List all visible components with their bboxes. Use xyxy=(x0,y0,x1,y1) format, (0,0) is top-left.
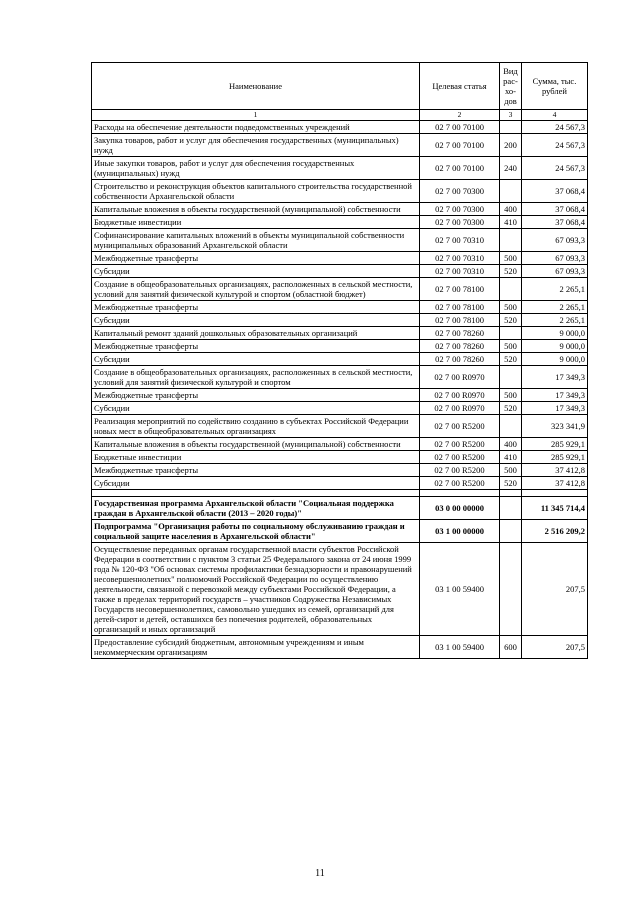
subprogram-row xyxy=(92,520,588,543)
row-name: Осуществление переданных органам государственной власти субъектов Российской Федерации в соответствии с пунктом 3 статьи 25 Федерального закона от 24 июня 1999 года № 120-ФЗ "Об основах системы профилактики безнадзорности и правонарушений несовершеннолетних" полномочий Российской Федерации по осуществлению деятельности, связанной с перевозкой между субъектами Российской Федерации, а также в пределах территорий государств – участников Содружества Независимых Государств несовершеннолетних, самовольно ушедших из семей, организаций для детей-сирот и детей, оставшихся без попечения родителей, образовательных организаций и иных организаций xyxy=(92,543,420,636)
row-code: 02 7 00 R5200 xyxy=(420,464,500,477)
row-sum: 9 000,0 xyxy=(522,340,588,353)
table-row xyxy=(92,451,588,464)
table-row xyxy=(92,180,588,203)
row-sum: 37 068,4 xyxy=(522,203,588,216)
row-sum: 67 093,3 xyxy=(522,265,588,278)
row-name: Иные закупки товаров, работ и услуг для обеспечения государственных (муниципальных) нужд xyxy=(92,157,420,180)
row-sum: 37 068,4 xyxy=(522,180,588,203)
row-name: Государственная программа Архангельской области "Социальная поддержка граждан в Архангельской области (2013 – 2020 годы)" xyxy=(92,497,420,520)
row-name: Софинансирование капитальных вложений в объекты муниципальной собственности муниципальных образований Архангельской области xyxy=(92,229,420,252)
table-row xyxy=(92,543,588,636)
table-row xyxy=(92,415,588,438)
table-body-part-1 xyxy=(92,121,588,490)
row-sum: 11 345 714,4 xyxy=(522,497,588,520)
row-name: Бюджетные инвестиции xyxy=(92,216,420,229)
row-name: Строительство и реконструкция объектов капитального строительства государственной собственности Архангельской области xyxy=(92,180,420,203)
table-row xyxy=(92,203,588,216)
row-type xyxy=(500,366,522,389)
row-type xyxy=(500,520,522,543)
row-sum: 24 567,3 xyxy=(522,157,588,180)
table-header-row xyxy=(92,63,588,110)
row-code: 02 7 00 70100 xyxy=(420,134,500,157)
column-number: 1 xyxy=(92,110,420,121)
row-sum: 17 349,3 xyxy=(522,389,588,402)
row-code: 02 7 00 70100 xyxy=(420,121,500,134)
row-sum: 17 349,3 xyxy=(522,366,588,389)
row-code: 02 7 00 78100 xyxy=(420,301,500,314)
blank-row xyxy=(92,490,588,497)
row-name: Субсидии xyxy=(92,353,420,366)
row-code: 02 7 00 R5200 xyxy=(420,451,500,464)
row-code: 02 7 00 R5200 xyxy=(420,477,500,490)
row-type xyxy=(500,180,522,203)
page-number: 11 xyxy=(315,868,325,879)
row-sum: 9 000,0 xyxy=(522,353,588,366)
row-sum: 67 093,3 xyxy=(522,229,588,252)
budget-table-container xyxy=(91,62,587,659)
row-sum: 24 567,3 xyxy=(522,121,588,134)
row-sum: 2 516 209,2 xyxy=(522,520,588,543)
row-sum: 2 265,1 xyxy=(522,278,588,301)
column-number: 2 xyxy=(420,110,500,121)
row-name: Межбюджетные трансферты xyxy=(92,301,420,314)
row-type: 240 xyxy=(500,157,522,180)
row-sum: 285 929,1 xyxy=(522,438,588,451)
row-code: 02 7 00 R5200 xyxy=(420,438,500,451)
table-row xyxy=(92,252,588,265)
header-name: Наименование xyxy=(92,63,420,110)
row-sum: 24 567,3 xyxy=(522,134,588,157)
table-row xyxy=(92,366,588,389)
row-code: 03 1 00 00000 xyxy=(420,520,500,543)
row-type xyxy=(500,543,522,636)
row-code: 02 7 00 78260 xyxy=(420,353,500,366)
row-sum: 37 412,8 xyxy=(522,477,588,490)
row-sum: 207,5 xyxy=(522,636,588,659)
row-sum: 67 093,3 xyxy=(522,252,588,265)
column-number-row xyxy=(92,110,588,121)
row-code: 02 7 00 70310 xyxy=(420,229,500,252)
table-row xyxy=(92,278,588,301)
row-name: Субсидии xyxy=(92,477,420,490)
table-row xyxy=(92,353,588,366)
table-row xyxy=(92,464,588,477)
row-code: 02 7 00 R0970 xyxy=(420,402,500,415)
table-row xyxy=(92,229,588,252)
row-code: 03 1 00 59400 xyxy=(420,636,500,659)
row-type: 500 xyxy=(500,301,522,314)
row-code: 02 7 00 70300 xyxy=(420,203,500,216)
budget-table xyxy=(91,62,588,659)
row-code: 03 0 00 00000 xyxy=(420,497,500,520)
row-name: Расходы на обеспечение деятельности подведомственных учреждений xyxy=(92,121,420,134)
table-body-program xyxy=(92,497,588,543)
row-name: Субсидии xyxy=(92,314,420,327)
row-type: 520 xyxy=(500,402,522,415)
row-name: Субсидии xyxy=(92,402,420,415)
row-code: 02 7 00 78260 xyxy=(420,327,500,340)
row-sum: 9 000,0 xyxy=(522,327,588,340)
row-type xyxy=(500,327,522,340)
row-type: 200 xyxy=(500,134,522,157)
row-code: 02 7 00 70100 xyxy=(420,157,500,180)
table-row xyxy=(92,301,588,314)
row-code: 02 7 00 70300 xyxy=(420,216,500,229)
row-name: Реализация мероприятий по содействию созданию в субъектах Российской Федерации новых мест в общеобразовательных организациях xyxy=(92,415,420,438)
row-type: 600 xyxy=(500,636,522,659)
row-code: 02 7 00 R0970 xyxy=(420,389,500,402)
row-sum: 37 068,4 xyxy=(522,216,588,229)
row-sum: 2 265,1 xyxy=(522,314,588,327)
row-sum: 207,5 xyxy=(522,543,588,636)
row-code: 02 7 00 70310 xyxy=(420,252,500,265)
row-type: 500 xyxy=(500,340,522,353)
table-row xyxy=(92,314,588,327)
row-name: Субсидии xyxy=(92,265,420,278)
row-name: Закупка товаров, работ и услуг для обеспечения государственных (муниципальных) нужд xyxy=(92,134,420,157)
row-sum: 285 929,1 xyxy=(522,451,588,464)
row-type xyxy=(500,497,522,520)
header-sum: Сумма, тыс. рублей xyxy=(522,63,588,110)
row-sum: 323 341,9 xyxy=(522,415,588,438)
row-sum: 2 265,1 xyxy=(522,301,588,314)
row-name: Подпрограмма "Организация работы по социальному обслуживанию граждан и социальной защите населения в Архангельской области" xyxy=(92,520,420,543)
row-name: Межбюджетные трансферты xyxy=(92,389,420,402)
row-type xyxy=(500,229,522,252)
table-row xyxy=(92,402,588,415)
row-type xyxy=(500,121,522,134)
row-name: Капитальные вложения в объекты государственной (муниципальной) собственности xyxy=(92,438,420,451)
row-name: Межбюджетные трансферты xyxy=(92,340,420,353)
row-type xyxy=(500,278,522,301)
row-name: Капитальные вложения в объекты государственной (муниципальной) собственности xyxy=(92,203,420,216)
row-type: 500 xyxy=(500,389,522,402)
row-type: 500 xyxy=(500,252,522,265)
row-type: 410 xyxy=(500,216,522,229)
row-name: Создание в общеобразовательных организациях, расположенных в сельской местности, условий для занятий физической культурой и спортом xyxy=(92,366,420,389)
row-sum: 37 412,8 xyxy=(522,464,588,477)
row-name: Межбюджетные трансферты xyxy=(92,464,420,477)
row-type: 400 xyxy=(500,203,522,216)
table-row xyxy=(92,121,588,134)
table-row xyxy=(92,477,588,490)
table-row xyxy=(92,636,588,659)
table-row xyxy=(92,327,588,340)
row-type: 520 xyxy=(500,353,522,366)
row-name: Бюджетные инвестиции xyxy=(92,451,420,464)
program-row xyxy=(92,497,588,520)
table-row xyxy=(92,438,588,451)
row-name: Создание в общеобразовательных организациях, расположенных в сельской местности, условий для занятий физической культурой и спортом (областной бюджет) xyxy=(92,278,420,301)
table-row xyxy=(92,389,588,402)
row-type: 520 xyxy=(500,265,522,278)
table-row xyxy=(92,340,588,353)
header-type: Вид рас- хо- дов xyxy=(500,63,522,110)
row-code: 02 7 00 78100 xyxy=(420,278,500,301)
row-type: 520 xyxy=(500,314,522,327)
table-separator xyxy=(92,490,588,497)
row-type: 400 xyxy=(500,438,522,451)
row-code: 02 7 00 R0970 xyxy=(420,366,500,389)
row-code: 02 7 00 78100 xyxy=(420,314,500,327)
table-row xyxy=(92,216,588,229)
row-type: 500 xyxy=(500,464,522,477)
column-number: 3 xyxy=(500,110,522,121)
row-name: Капитальный ремонт зданий дошкольных образовательных организаций xyxy=(92,327,420,340)
row-name: Межбюджетные трансферты xyxy=(92,252,420,265)
row-code: 02 7 00 70310 xyxy=(420,265,500,278)
table-body-part-2 xyxy=(92,543,588,659)
row-code: 03 1 00 59400 xyxy=(420,543,500,636)
row-code: 02 7 00 78260 xyxy=(420,340,500,353)
column-number: 4 xyxy=(522,110,588,121)
row-type: 520 xyxy=(500,477,522,490)
row-type: 410 xyxy=(500,451,522,464)
row-code: 02 7 00 R5200 xyxy=(420,415,500,438)
row-sum: 17 349,3 xyxy=(522,402,588,415)
header-code: Целевая статья xyxy=(420,63,500,110)
row-code: 02 7 00 70300 xyxy=(420,180,500,203)
table-row xyxy=(92,134,588,157)
row-name: Предоставление субсидий бюджетным, автономным учреждениям и иным некоммерческим организациям xyxy=(92,636,420,659)
table-row xyxy=(92,157,588,180)
row-type xyxy=(500,415,522,438)
table-row xyxy=(92,265,588,278)
